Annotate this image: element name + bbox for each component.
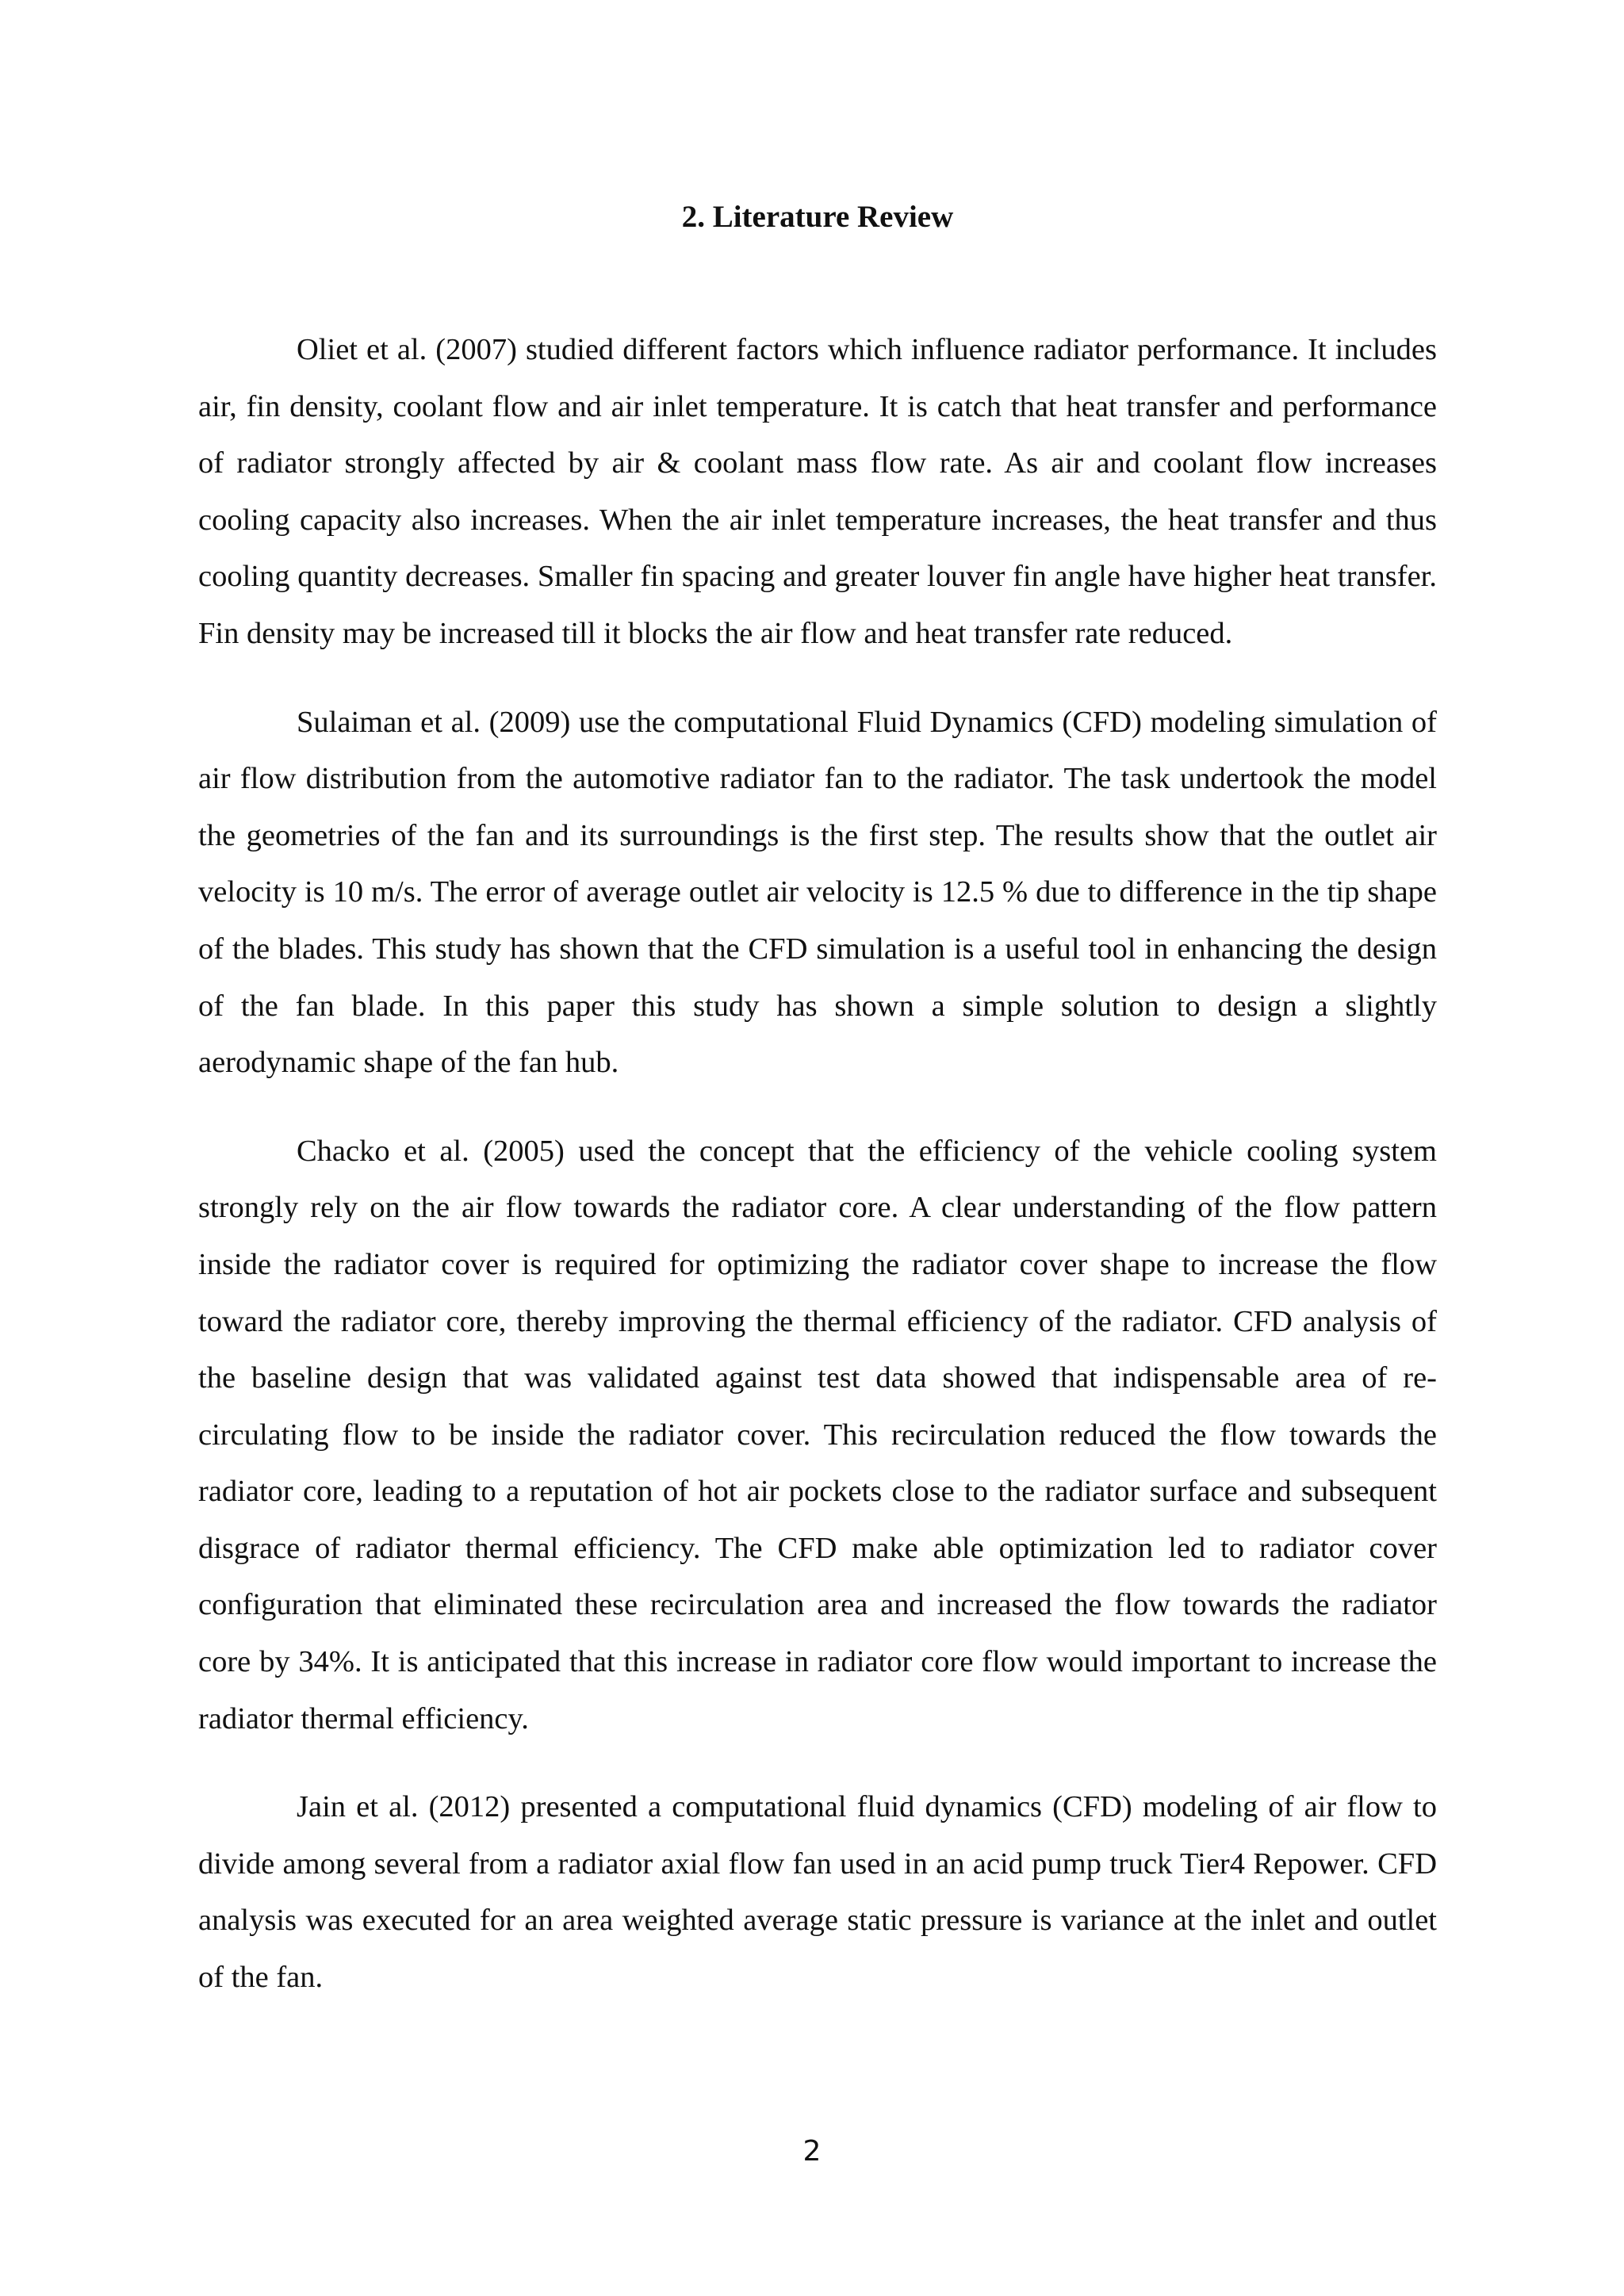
paragraph-jain: Jain et al. (2012) presented a computational fluid dynamics (CFD) modeling of air flow to divide among several from a radiator axial flow fan used in an acid pump truck Tier4 Repower. CFD analysis was executed for an area weighted average static pressure is variance at the inlet and outlet of the fan. xyxy=(198,1790,1437,1995)
paragraph-oliet: Oliet et al. (2007) studied different factors which influence radiator performance. It includes air, fin density, coolant flow and air inlet temperature. It is catch that heat transfer and performance of radiator strongly affected by air & coolant mass flow rate. As air and coolant flow increases cooling capacity also increases. When the air inlet temperature increases, the heat transfer and thus cooling quantity decreases. Smaller fin spacing and greater louver fin angle have higher heat transfer. Fin density may be increased till it blocks the air flow and heat transfer rate reduced. xyxy=(198,333,1437,650)
page-number: 2 xyxy=(802,2135,822,2168)
paragraph-chacko: Chacko et al. (2005) used the concept that the efficiency of the vehicle cooling system strongly rely on the air flow towards the radiator core. A clear understanding of the flow pattern inside the radiator cover is required for optimizing the radiator cover shape to increase the flow toward the radiator core, thereby improving the thermal efficiency of the radiator. CFD analysis of the baseline design that was validated against test data showed that indispensable area of re-circulating flow to be inside the radiator cover. This recirculation reduced the flow towards the radiator core, leading to a reputation of hot air pockets close to the radiator surface and subsequent disgrace of radiator thermal efficiency. The CFD make able optimization led to radiator cover configuration that eliminated these recirculation area and increased the flow towards the radiator core by 34%. It is anticipated that this increase in radiator core flow would important to increase the radiator thermal efficiency. xyxy=(198,1134,1437,1735)
page-content xyxy=(198,197,1437,2007)
paragraph-sulaiman: Sulaiman et al. (2009) use the computational Fluid Dynamics (CFD) modeling simulation of air flow distribution from the automotive radiator fan to the radiator. The task undertook the model the geometries of the fan and its surroundings is the first step. The results show that the outlet air velocity is 10 m/s. The error of average outlet air velocity is 12.5 % due to difference in the tip shape of the blades. This study has shown that the CFD simulation is a useful tool in enhancing the design of the fan blade. In this paper this study has shown a simple solution to design a slightly aerodynamic shape of the fan hub. xyxy=(198,705,1437,1080)
section-title: 2. Literature Review xyxy=(681,200,954,234)
